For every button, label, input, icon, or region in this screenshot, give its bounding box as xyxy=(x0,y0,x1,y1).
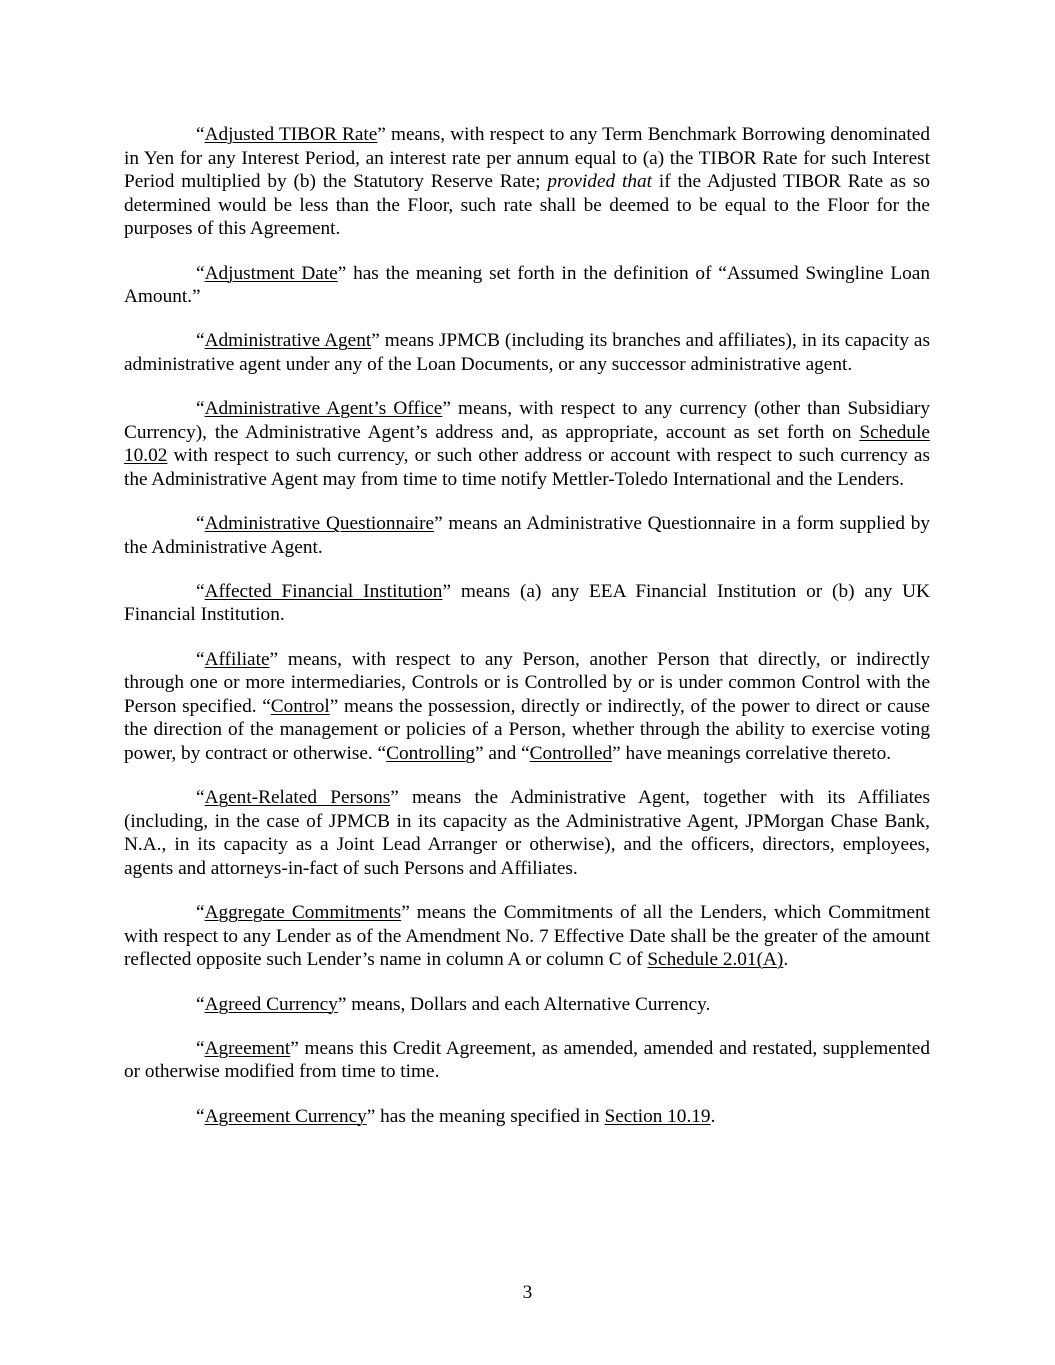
section-reference: Section 10.19 xyxy=(604,1105,711,1127)
text-run: ” means an Administrative Questionnaire in a form supplied by the Administrative Agent. xyxy=(124,513,930,558)
defined-term: Control xyxy=(270,695,330,717)
definition-paragraph xyxy=(124,648,930,766)
defined-term: Agreement xyxy=(204,1037,291,1059)
defined-term: Agent-Related Persons xyxy=(204,787,391,809)
text-run: ” have meanings correlative thereto. xyxy=(612,743,892,765)
text-run: ” has the meaning set forth in the definition of “Assumed Swingline Loan Amount.” xyxy=(124,262,930,308)
text-run: ” means the Commitments of all the Lenders, which Commitment with respect to any Lender as of the Amendment No. 7 Effective Date shall be the greater of the amount reflected opposite such Lender’s name in column A or column C of xyxy=(124,902,930,971)
defined-term: Affected Financial Institution xyxy=(204,580,443,602)
text-run: “ xyxy=(196,648,205,670)
text-run: “ xyxy=(196,580,205,602)
page-number: 3 xyxy=(522,1282,533,1303)
italic-phrase: provided that xyxy=(547,171,653,193)
text-run: ” means, with respect to any Term Benchmark Borrowing denominated in Yen for any Interest Period, an interest rate per annum equal to (a) the TIBOR Rate for such Interest Period multiplied by (b) the Statutory Reserve Rate; xyxy=(124,124,930,193)
defined-term: Administrative Agent xyxy=(204,330,372,352)
text-run: ” means, Dollars and each Alternative Currency. xyxy=(337,993,711,1015)
defined-term: Administrative Questionnaire xyxy=(204,513,435,535)
definition-paragraph xyxy=(124,580,930,627)
text-run: ” means this Credit Agreement, as amended, amended and restated, supplemented or otherwise modified from time to time. xyxy=(124,1037,930,1083)
text-run: ” means the possession, directly or indirectly, of the power to direct or cause the direction of the management or policies of a Person, whether through the ability to exercise voting power, by contract or otherwise. “ xyxy=(124,695,930,765)
defined-term: Adjusted TIBOR Rate xyxy=(204,124,378,145)
text-run: “ xyxy=(196,262,205,284)
text-run: ” means the Administrative Agent, together with its Affiliates (including, in the case of JPMCB in its capacity as the Administrative Agent, JPMorgan Chase Bank, N.A., in its capacity as a Joint Lead Arranger or otherwise), and the officers, directors, employees, agents and attorneys-in-fact of such Persons and Affiliates. xyxy=(124,787,930,879)
defined-term: Aggregate Commitments xyxy=(204,902,402,924)
definition-paragraph xyxy=(124,1037,930,1084)
defined-term: Adjustment Date xyxy=(204,262,338,284)
text-run: “ xyxy=(196,330,205,352)
text-run: ” and “ xyxy=(475,743,530,765)
defined-term: Controlling xyxy=(386,743,476,765)
definition-paragraph xyxy=(124,123,930,241)
text-run: if the Adjusted TIBOR Rate as so determined would be less than the Floor, such rate shall be deemed to be equal to the Floor for the purposes of this Agreement. xyxy=(124,171,930,240)
definition-paragraph xyxy=(124,512,930,559)
schedule-reference: Schedule 10.02 xyxy=(124,421,930,467)
text-run: ” means, with respect to any Person, another Person that directly, or indirectly through one or more intermediaries, Controls or is Controlled by or is under common Control with the Person specified. “ xyxy=(124,648,930,717)
text-run: ” means, with respect to any currency (other than Subsidiary Currency), the Administrative Agent’s address and, as appropriate, account as set forth on xyxy=(124,398,930,443)
definition-paragraph xyxy=(124,1105,930,1129)
text-run: “ xyxy=(196,1105,205,1127)
text-run: ” has the meaning specified in xyxy=(366,1105,605,1127)
text-run: ” means JPMCB (including its branches and affiliates), in its capacity as administrative agent under any of the Loan Documents, or any successor administrative agent. xyxy=(124,330,930,375)
document-body xyxy=(124,123,930,1149)
definition-paragraph xyxy=(124,786,930,880)
definition-paragraph xyxy=(124,901,930,972)
text-run: “ xyxy=(196,513,205,535)
text-run: “ xyxy=(196,902,205,924)
text-run: “ xyxy=(196,787,205,809)
defined-term: Agreement Currency xyxy=(204,1105,367,1127)
defined-term: Administrative Agent’s Office xyxy=(204,398,443,420)
text-run: . xyxy=(783,949,789,971)
schedule-reference: Schedule 2.01(A) xyxy=(647,949,784,971)
text-run: . xyxy=(710,1105,716,1127)
text-run: “ xyxy=(196,398,205,420)
definition-paragraph xyxy=(124,262,930,309)
definition-paragraph xyxy=(124,993,930,1017)
text-run: “ xyxy=(196,993,205,1015)
defined-term: Controlled xyxy=(529,743,613,765)
text-run: “ xyxy=(196,1037,205,1059)
definition-paragraph xyxy=(124,397,930,491)
text-run: with respect to such currency, or such other address or account with respect to such currency as the Administrative Agent may from time to time notify Mettler-Toledo International and the Lenders. xyxy=(124,445,930,490)
definition-paragraph xyxy=(124,329,930,376)
text-run: ” means (a) any EEA Financial Institution or (b) any UK Financial Institution. xyxy=(124,580,930,626)
defined-term: Agreed Currency xyxy=(204,993,338,1015)
text-run: “ xyxy=(196,124,205,145)
defined-term: Affiliate xyxy=(204,648,270,670)
